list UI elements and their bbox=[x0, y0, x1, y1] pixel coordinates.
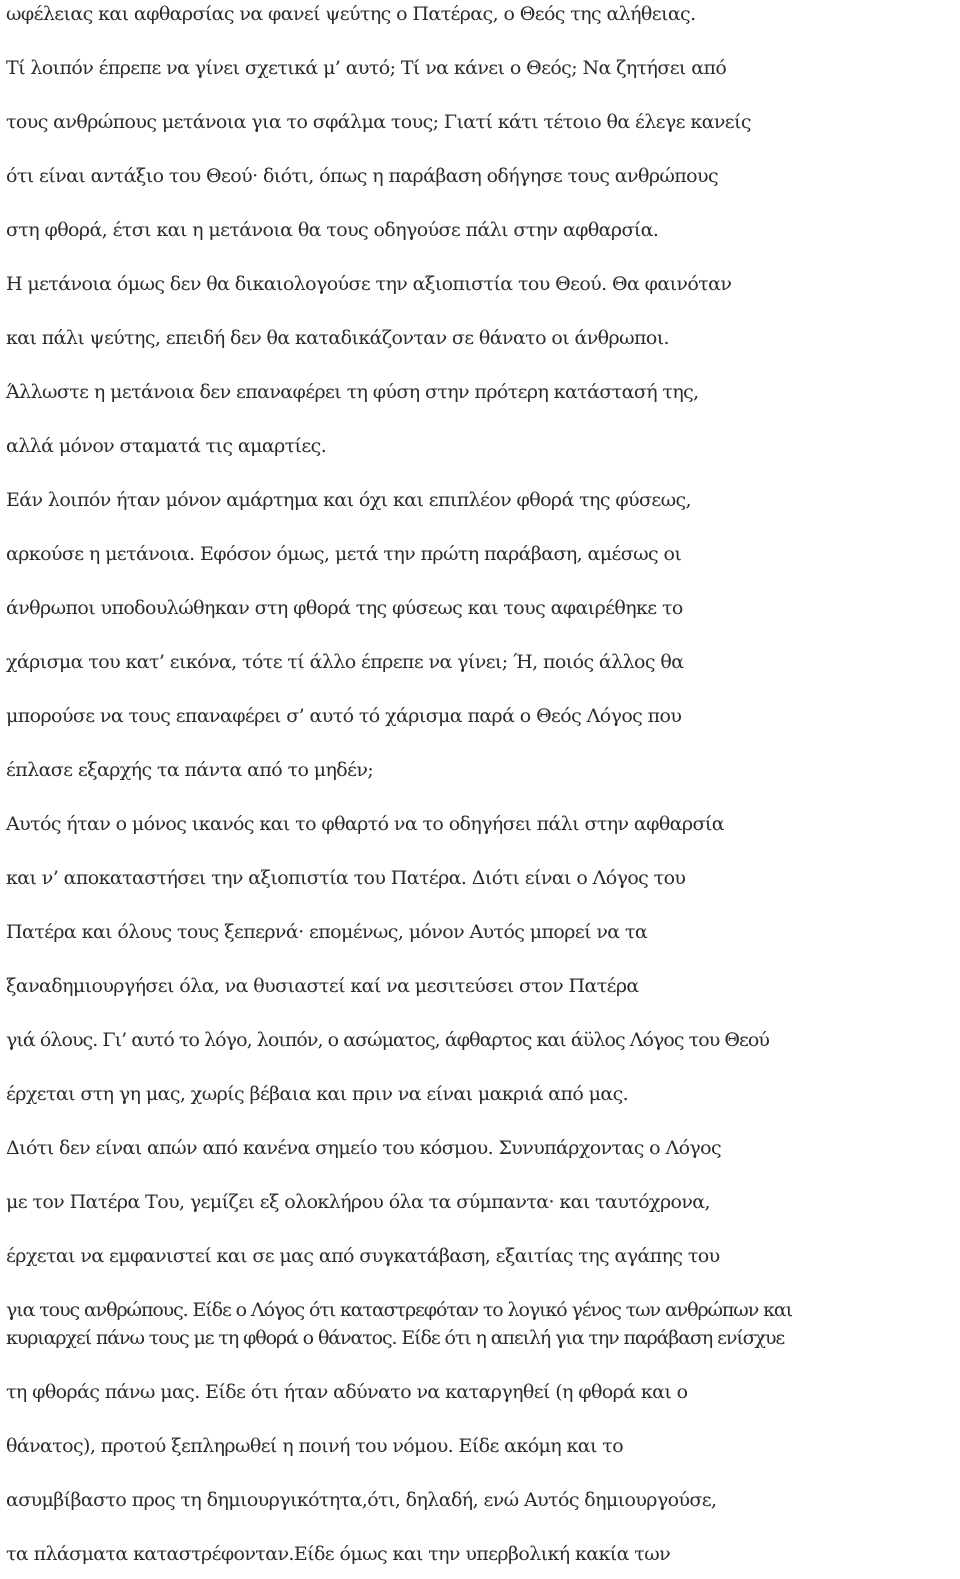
text-line: ότι είναι αντάξιο του Θεού· διότι, όπως η παράβαση οδήγησε τους ανθρώπους bbox=[6, 165, 718, 187]
text-line: γιά όλους. Γι’ αυτό το λόγο, λοιπόν, ο ασώματος, άφθαρτος και άϋλος Λόγος του Θεού bbox=[6, 1029, 770, 1051]
text-line: θάνατος), προτού ξεπληρωθεί η ποινή του νόμου. Είδε ακόμη και το bbox=[6, 1435, 624, 1457]
text-line: αλλά μόνον σταματά τις αμαρτίες. bbox=[6, 435, 327, 457]
text-line: για τους ανθρώπους. Είδε ο Λόγος ότι καταστρεφόταν το λογικό γένος των ανθρώπων και bbox=[6, 1299, 792, 1321]
text-line: αρκούσε η μετάνοια. Εφόσον όμως, μετά την πρώτη παράβαση, αμέσως οι bbox=[6, 543, 682, 565]
text-line: έπλασε εξαρχής τα πάντα από το μηδέν; bbox=[6, 759, 374, 781]
text-line: τα πλάσματα καταστρέφονταν.Είδε όμως και την υπερβολική κακία των bbox=[6, 1543, 671, 1565]
text-line: και πάλι ψεύτης, επειδή δεν θα καταδικάζονταν σε θάνατο οι άνθρωποι. bbox=[6, 327, 669, 349]
text-line: χάρισμα του κατ’ εικόνα, τότε τί άλλο έπρεπε να γίνει; Ή, ποιός άλλος θα bbox=[6, 651, 684, 673]
text-line: και ν’ αποκαταστήσει την αξιοπιστία του Πατέρα. Διότι είναι ο Λόγος του bbox=[6, 867, 686, 889]
text-line: στη φθορά, έτσι και η μετάνοια θα τους οδηγούσε πάλι στην αφθαρσία. bbox=[6, 219, 659, 241]
text-line: ασυμβίβαστο προς τη δημιουργικότητα,ότι, δηλαδή, ενώ Αυτός δημιουργούσε, bbox=[6, 1489, 717, 1511]
text-line: μπορούσε να τους επαναφέρει σ’ αυτό τό χάρισμα παρά ο Θεός Λόγος που bbox=[6, 705, 682, 727]
text-line: τη φθοράς πάνω μας. Είδε ότι ήταν αδύνατο να καταργηθεί (η φθορά και ο bbox=[6, 1381, 688, 1403]
text-line: κυριαρχεί πάνω τους με τη φθορά ο θάνατος. Είδε ότι η απειλή για την παράβαση ενίσχυε bbox=[6, 1327, 785, 1349]
text-line: τους ανθρώπους μετάνοια για το σφάλμα τους; Γιατί κάτι τέτοιο θα έλεγε κανείς bbox=[6, 111, 751, 133]
text-line: ξαναδημιουργήσει όλα, να θυσιαστεί καί να μεσιτεύσει στον Πατέρα bbox=[6, 975, 639, 997]
text-line: Πατέρα και όλους τους ξεπερνά· επομένως, μόνον Αυτός μπορεί να τα bbox=[6, 921, 648, 943]
text-line: Τί λοιπόν έπρεπε να γίνει σχετικά μ’ αυτό; Τί να κάνει ο Θεός; Να ζητήσει από bbox=[6, 57, 727, 79]
text-line: άνθρωποι υποδουλώθηκαν στη φθορά της φύσεως και τους αφαιρέθηκε το bbox=[6, 597, 683, 619]
text-line: Άλλωστε η μετάνοια δεν επαναφέρει τη φύση στην πρότερη κατάστασή της, bbox=[6, 381, 699, 403]
text-line: Αυτός ήταν ο μόνος ικανός και το φθαρτό να το οδηγήσει πάλι στην αφθαρσία bbox=[6, 813, 724, 835]
text-line: Η μετάνοια όμως δεν θα δικαιολογούσε την αξιοπιστία του Θεού. Θα φαινόταν bbox=[6, 273, 732, 295]
text-line: Διότι δεν είναι απών από κανένα σημείο του κόσμου. Συνυπάρχοντας ο Λόγος bbox=[6, 1137, 722, 1159]
text-line: Εάν λοιπόν ήταν μόνον αμάρτημα και όχι και επιπλέον φθορά της φύσεως, bbox=[6, 489, 691, 511]
text-line: έρχεται στη γη μας, χωρίς βέβαια και πριν να είναι μακριά από μας. bbox=[6, 1083, 629, 1105]
text-line: έρχεται να εμφανιστεί και σε μας από συγκατάβαση, εξαιτίας της αγάπης του bbox=[6, 1245, 720, 1267]
text-line: με τον Πατέρα Του, γεμίζει εξ ολοκλήρου όλα τα σύμπαντα· και ταυτόχρονα, bbox=[6, 1191, 710, 1213]
text-line: ωφέλειας και αφθαρσίας να φανεί ψεύτης ο Πατέρας, ο Θεός της αλήθειας. bbox=[6, 3, 696, 25]
